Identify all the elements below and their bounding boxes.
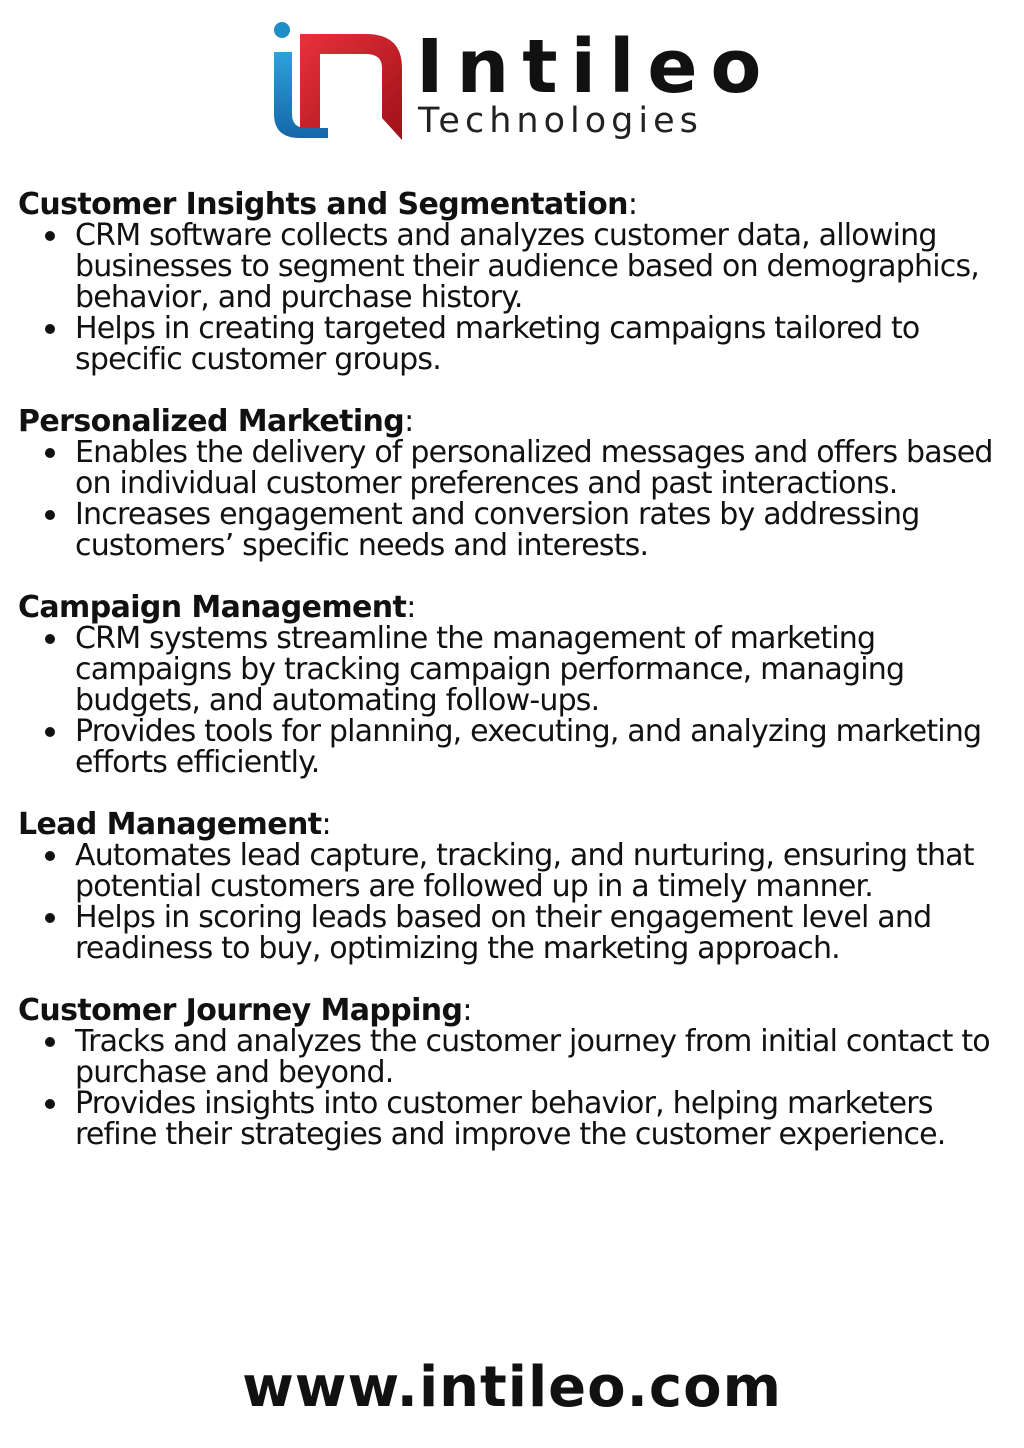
section-heading: Campaign Management:: [18, 590, 416, 625]
list-item: Automates lead capture, tracking, and nurturing, ensuring that potential customers are followed up in a timely manner.: [18, 840, 1008, 902]
section-heading: Personalized Marketing:: [18, 404, 414, 439]
brand-logo: [270, 18, 775, 148]
list-item: Increases engagement and conversion rates by addressing customers’ specific needs and interests.: [18, 499, 1008, 561]
bullet-icon: [45, 913, 55, 923]
section-lead-management: [18, 809, 1008, 964]
bullet-list: [18, 623, 1008, 778]
bullet-list: [18, 220, 1008, 375]
section-customer-journey: [18, 995, 1008, 1150]
section-heading: Customer Insights and Segmentation:: [18, 187, 638, 222]
bullet-icon: [45, 851, 55, 861]
section-heading: Customer Journey Mapping:: [18, 993, 472, 1028]
logo-subtitle: Technologies: [418, 101, 703, 141]
list-item: Helps in creating targeted marketing campaigns tailored to specific customer groups.: [18, 313, 1008, 375]
bullet-list: [18, 1026, 1008, 1150]
intileo-logo-icon: [270, 18, 420, 148]
list-item: CRM systems streamline the management of marketing campaigns by tracking campaign performance, managing budgets, and automating follow-ups.: [18, 623, 1008, 716]
list-item: Provides tools for planning, executing, and analyzing marketing efforts efficiently.: [18, 716, 1008, 778]
list-item: CRM software collects and analyzes customer data, allowing businesses to segment their audience based on demographics, behavior, and purchase history.: [18, 220, 1008, 313]
list-item: Provides insights into customer behavior, helping marketers refine their strategies and improve the customer experience.: [18, 1088, 1008, 1150]
section-heading: Lead Management:: [18, 807, 331, 842]
section-personalized-marketing: [18, 406, 1008, 561]
list-item: Enables the delivery of personalized messages and offers based on individual customer preferences and past interactions.: [18, 437, 1008, 499]
section-customer-insights: [18, 189, 1008, 375]
logo-wordmark: Intileo: [416, 24, 775, 110]
bullet-icon: [45, 1099, 55, 1109]
bullet-icon: [45, 634, 55, 644]
bullet-list: [18, 840, 1008, 964]
section-campaign-management: [18, 592, 1008, 778]
content-body: [18, 189, 1008, 1181]
list-item: Tracks and analyzes the customer journey from initial contact to purchase and beyond.: [18, 1026, 1008, 1088]
bullet-list: [18, 437, 1008, 561]
bullet-icon: [45, 510, 55, 520]
bullet-icon: [45, 1037, 55, 1047]
bullet-icon: [45, 324, 55, 334]
list-item: Helps in scoring leads based on their engagement level and readiness to buy, optimizing the marketing approach.: [18, 902, 1008, 964]
bullet-icon: [45, 448, 55, 458]
bullet-icon: [45, 231, 55, 241]
website-url[interactable]: www.intileo.com: [242, 1355, 782, 1420]
bullet-icon: [45, 727, 55, 737]
